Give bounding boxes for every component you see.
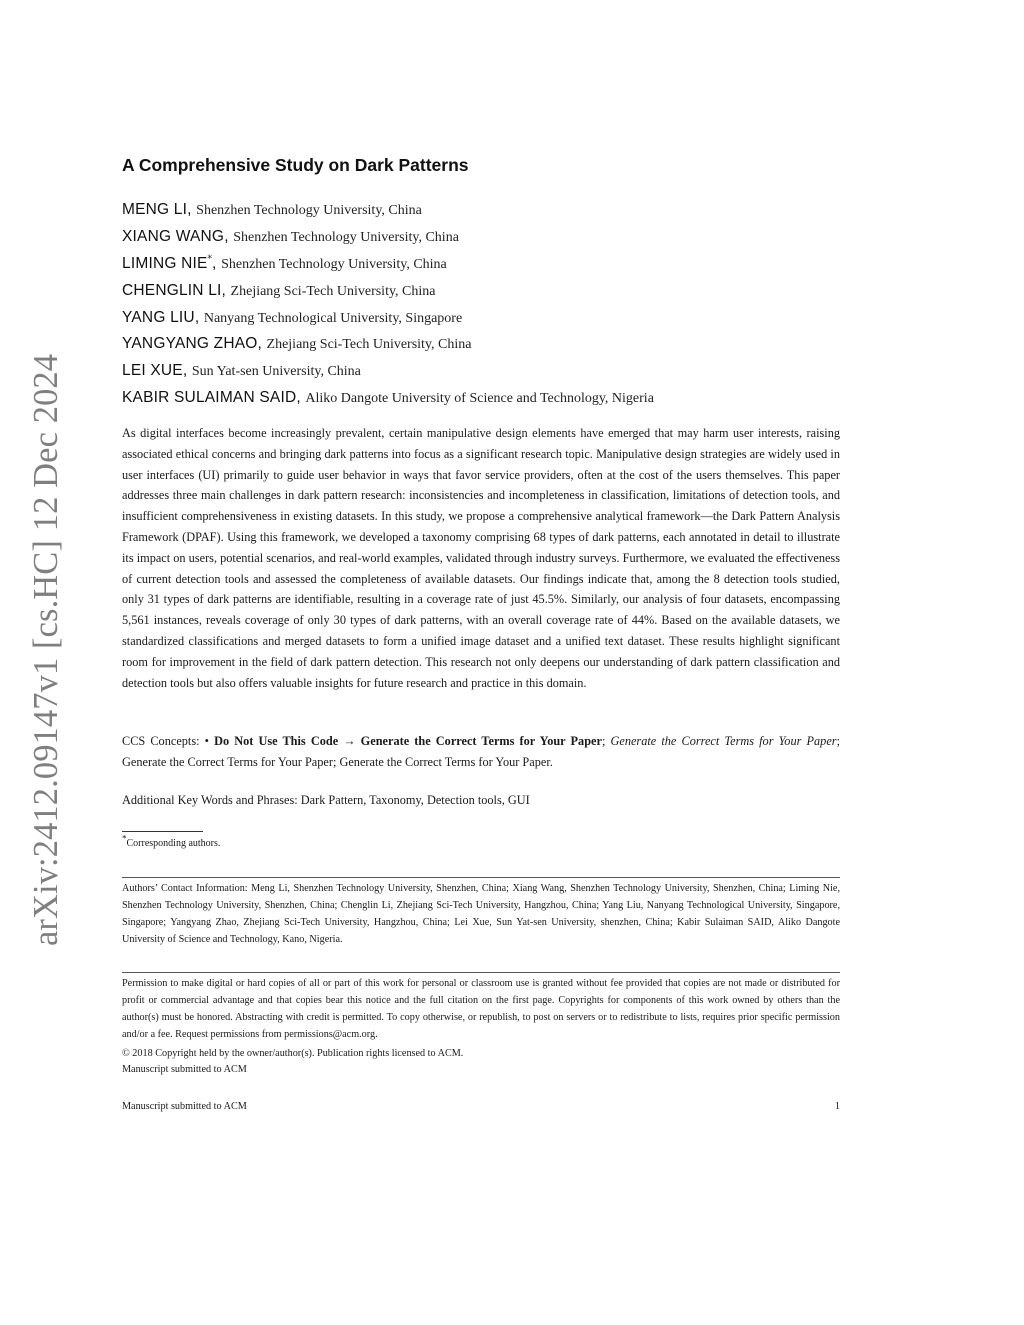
running-footer: Manuscript submitted to ACM <box>122 1101 247 1112</box>
author-entry: LIMING NIE*, Shenzhen Technology University, China <box>122 254 447 272</box>
manuscript-note: Manuscript submitted to ACM <box>122 1064 247 1075</box>
ccs-italic-term: Generate the Correct Terms for Your Paper <box>610 734 837 748</box>
corresponding-author-footnote <box>122 833 221 851</box>
author-name: YANG LIU <box>122 308 195 326</box>
author-affiliation: Shenzhen Technology University, China <box>233 229 459 245</box>
footnote-divider <box>122 831 203 832</box>
author-affiliation: Shenzhen Technology University, China <box>196 203 422 218</box>
permission-notice: Permission to make digital or hard copies of all or part of this work for personal or classroom use is granted without fee provided that copies are not made or distributed for profit or commercial advantage and that copies bear this notice and the full citation on the first page. Copyrights for components of this work owned by others than the author(s) must be honored. Abstracting with credit is permitted. To copy otherwise, or republish, to post on servers or to redistribute to lists, requires prior specific permission and/or a fee. Request permissions from permissions@acm.org. <box>122 978 840 1040</box>
author-affiliation: Zhejiang Sci-Tech University, China <box>230 283 436 299</box>
footnote-mark: * <box>122 833 127 844</box>
abstract: As digital interfaces become increasingly prevalent, certain manipulative design elements have emerged that may harm user interests, raising associated ethical concerns and bringing dark patterns into focus as a significant research topic. Manipulative design strategies are widely used in user interfaces (UI) primarily to guide user behavior in ways that favor service providers, often at the cost of the users themselves. This paper addresses three main challenges in dark pattern research: inconsistencies and incompleteness in classification, limitations of detection tools, and insufficient comprehensiveness in existing datasets. In this study, we propose a comprehensive analytical framework—the Dark Pattern Analysis Framework (DPAF). Using this framework, we developed a taxonomy comprising 68 types of dark patterns, each annotated in detail to illustrate its impact on users, potential scenarios, and real-world examples, validated through industry surveys. Furthermore, we evaluated the effectiveness of current detection tools and assessed the completeness of available datasets. Our findings indicate that, among the 8 detection tools studied, only 31 types of dark patterns are identifiable, resulting in a coverage rate of just 45.5%. Similarly, our analysis of four datasets, encompassing 5,561 instances, reveals coverage of only 30 types of dark patterns, with an overall coverage rate of 44%. Based on the available datasets, we standardized classifications and merged datasets to form a unified image dataset and a unified text dataset. These results highlight significant room for improvement in the field of dark pattern detection. This research not only deepens our understanding of dark pattern classification and detection tools but also offers valuable insights for future research and practice in this domain. <box>122 426 840 690</box>
author-affiliation: Aliko Dangote University of Science and Technology, Nigeria <box>305 391 654 407</box>
ccs-concepts <box>122 731 840 773</box>
author-entry: KABIR SULAIMAN SAID, Aliko Dangote University of Science and Technology, Nigeria <box>122 389 654 407</box>
author-name: KABIR SULAIMAN SAID <box>122 389 297 407</box>
author-name: LEI XUE <box>122 362 183 380</box>
author-footnote-mark: * <box>207 254 213 265</box>
paper-title: A Comprehensive Study on Dark Patterns <box>122 155 469 175</box>
page-number: 1 <box>834 1101 840 1112</box>
author-name: CHENGLIN LI <box>122 281 222 299</box>
contact-divider <box>122 877 840 878</box>
author-name: XIANG WANG <box>122 227 225 245</box>
author-affiliation: Zhejiang Sci-Tech University, China <box>266 337 472 353</box>
author-affiliation: Nanyang Technological University, Singapore <box>203 310 463 326</box>
author-affiliation: Shenzhen Technology University, China <box>221 256 447 272</box>
author-name: MENG LI <box>122 201 188 218</box>
author-name: LIMING NIE <box>122 254 208 272</box>
keywords: Additional Key Words and Phrases: Dark Pattern, Taxonomy, Detection tools, GUI <box>122 793 530 807</box>
author-list <box>122 198 840 413</box>
author-entry: CHENGLIN LI, Zhejiang Sci-Tech University, China <box>122 281 436 299</box>
copyright-notice: © 2018 Copyright held by the owner/author(s). Publication rights licensed to ACM. <box>122 1048 464 1059</box>
permission-divider <box>122 972 840 973</box>
author-affiliation: Sun Yat-sen University, China <box>191 364 361 380</box>
ccs-separator: ; <box>601 734 611 748</box>
footnote-text: Corresponding authors. <box>126 838 221 849</box>
ccs-remaining-terms: ; Generate the Correct Terms for Your Paper; Generate the Correct Terms for Your Paper. <box>122 734 840 769</box>
author-entry: MENG LI, Shenzhen Technology University, China <box>122 201 422 218</box>
author-name: YANGYANG ZHAO <box>122 335 258 353</box>
author-entry: YANG LIU, Nanyang Technological University, Singapore <box>122 308 463 326</box>
arxiv-identifier: arXiv:2412.09147v1 [cs.HC] 12 Dec 2024 <box>27 353 65 946</box>
ccs-bold-term: Do Not Use This Code → Generate the Correct Terms for Your Paper <box>214 734 602 748</box>
contact-information: Authors’ Contact Information: Meng Li, Shenzhen Technology University, Shenzhen, China; Xiang Wang, Shenzhen Technology University, Shenzhen, China; Liming Nie, Shenzhen Technology University, Shenzhen, China; Chenglin Li, Zhejiang Sci-Tech University, Hangzhou, China; Yang Liu, Nanyang Technological University, Singapore, Singapore; Yangyang Zhao, Zhejiang Sci-Tech University, Hangzhou, China; Lei Xue, Sun Yat-sen University, shenzhen, China; Kabir Sulaiman SAID, Aliko Dangote University of Science and Technology, Kano, Nigeria. <box>122 883 840 945</box>
author-entry: LEI XUE, Sun Yat-sen University, China <box>122 362 361 380</box>
ccs-prefix: CCS Concepts: • <box>122 734 215 748</box>
author-entry: YANGYANG ZHAO, Zhejiang Sci-Tech University, China <box>122 335 472 353</box>
author-entry: XIANG WANG, Shenzhen Technology University, China <box>122 227 459 245</box>
